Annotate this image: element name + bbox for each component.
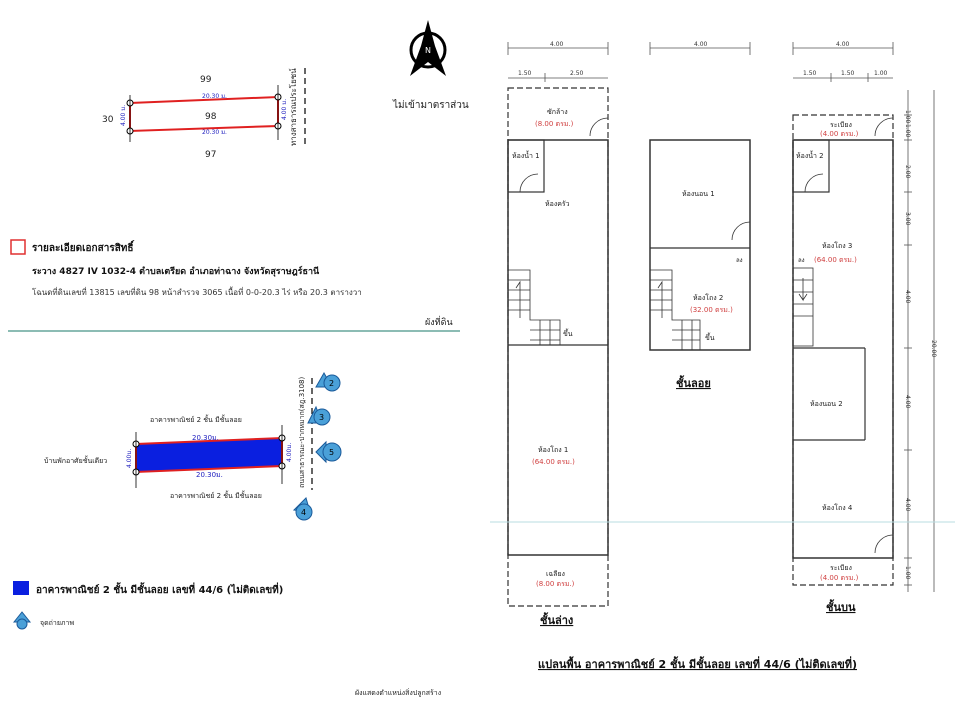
site-plan: [44, 373, 341, 520]
upper-top-dim: 4.00: [836, 41, 850, 48]
ground-sub-dim: 2.50: [570, 70, 584, 77]
upper-stair-icon: [793, 268, 813, 346]
public-road-label: ทางสาธารณประโยชน์: [289, 68, 298, 146]
upper-down-label: ลง: [798, 257, 805, 264]
mezz-down-label: ลง: [736, 257, 743, 264]
mezz-floor-title: ชั้นลอย: [676, 377, 711, 390]
upper-walls: [793, 140, 893, 558]
floor-plans-caption: แปลนพื้น อาคารพาณิชย์ 2 ชั้น มีชั้นลอย เลขที่ 44/6 (ไม่ติดเลขที่): [538, 658, 857, 671]
land-plan: [102, 68, 305, 160]
lot-left-dim: 4.00 ม.: [120, 104, 127, 126]
upper-side-dim: 4.00: [904, 395, 911, 409]
ground-stair-label: ขึ้น: [563, 330, 573, 338]
site-bottom-label: อาคารพาณิชย์ 2 ชั้น มีชั้นลอย: [170, 492, 262, 500]
building-legend: [13, 581, 441, 697]
no-scale-label: ไม่เข้ามาตราส่วน: [393, 100, 469, 111]
ground-stair-icon: [508, 270, 560, 345]
room-porch-area: (8.00 ตรม.): [536, 580, 575, 588]
room-balcony2-area: (4.00 ตรม.): [820, 574, 859, 582]
room-balcony1-name: ระเบียง: [830, 121, 852, 129]
upper-side-dim: 4.00: [904, 498, 911, 512]
site-top-dim: 20.30ม.: [192, 434, 219, 442]
building-legend-swatch: [13, 581, 29, 595]
site-bottom-dim: 20.30ม.: [196, 471, 223, 479]
room-bed2-name: ห้องนอน 2: [810, 400, 843, 408]
ground-sub-dim: 1.50: [518, 70, 532, 77]
section-land-title: ผังที่ดิน: [425, 318, 453, 328]
upper-side-dim: 1.00: [904, 110, 911, 124]
neighbor-south: 97: [205, 150, 217, 160]
upper-floor-title: ชั้นบน: [826, 601, 856, 614]
deed-line-1: ระวาง 4827 IV 1032-4 ตำบลเตรียด อำเภอท่าฉาง จังหวัดสุราษฎร์ธานี: [32, 267, 320, 277]
photo-point-4: [294, 498, 312, 520]
neighbor-west: 30: [102, 115, 114, 125]
room-bath2-name: ห้องน้ำ 2: [796, 152, 824, 160]
site-road-label: ถนนสาธารณะ-ปากหมาก(สฎ.3108): [298, 376, 306, 488]
deed-title: รายละเอียดเอกสารสิทธิ์: [32, 243, 134, 254]
room-hall2-name: ห้องโถง 2: [693, 294, 724, 302]
neighbor-north: 99: [200, 75, 212, 85]
upper-sub-dim: 1.50: [803, 70, 817, 77]
photo-point-3: [308, 407, 330, 425]
photo-point-2: [316, 373, 340, 391]
room-porch-name: เฉลียง: [546, 570, 565, 578]
upper-side-dim: 2.00: [904, 165, 911, 179]
lot-boundary: [130, 97, 278, 131]
upper-outline: [793, 115, 893, 585]
photo-point-number: 5: [329, 448, 335, 457]
upper-sub-dim: 1.00: [874, 70, 888, 77]
upper-side-dim: 3.00: [904, 212, 911, 226]
site-top-label: อาคารพาณิชย์ 2 ชั้น มีชั้นลอย: [150, 416, 242, 424]
ground-outline: [508, 88, 608, 606]
room-balcony2-name: ระเบียง: [830, 564, 852, 572]
mezz-stair-label: ขึ้น: [705, 334, 715, 342]
room-hall2-area: (32.00 ตรม.): [690, 306, 733, 314]
upper-side-dim: 4.00: [904, 290, 911, 304]
upper-side-dim: 1.00: [904, 124, 911, 138]
deed-line-2: โฉนดที่ดินเลขที่ 13815 เลขที่ดิน 98 หน้าสำรวจ 3065 เนื้อที่ 0-0-20.3 ไร่ หรือ 20.3 ตารางวา: [32, 288, 362, 297]
photo-point-number: 3: [319, 413, 325, 422]
mezz-walls: [650, 140, 750, 350]
room-hall3-name: ห้องโถง 3: [822, 242, 853, 250]
site-left-dim: 4.00ม.: [126, 448, 133, 468]
site-left-label: บ้านพักอาศัยชั้นเดียว: [44, 457, 108, 465]
upper-side-dim: 1.00: [904, 566, 911, 580]
photo-point-5: [316, 442, 341, 462]
lot-right-dim: 4.00 ม.: [281, 98, 288, 120]
north-arrow-icon: [410, 20, 446, 76]
ground-floor-title: ชั้นล่าง: [540, 614, 574, 627]
mezzanine-floor-plan: [650, 41, 750, 390]
building-legend-label: อาคารพาณิชย์ 2 ชั้น มีชั้นลอย เลขที่ 44/6 (ไม่ติดเลขที่): [36, 585, 284, 596]
photo-point-number: 4: [301, 508, 307, 517]
ground-top-dim: 4.00: [550, 41, 564, 48]
upper-floor-plan: [793, 41, 937, 614]
room-balcony1-area: (4.00 ตรม.): [820, 130, 859, 138]
ground-floor-plan: [508, 41, 608, 627]
photo-point-number: 2: [329, 379, 335, 388]
deed-legend-swatch: [11, 240, 25, 254]
room-laundry-name: ซักล้าง: [547, 108, 568, 116]
mezz-top-dim: 4.00: [694, 41, 708, 48]
deed-legend: [8, 240, 460, 331]
lot-number: 98: [205, 112, 217, 122]
room-kitchen-name: ห้องครัว: [545, 200, 570, 208]
photo-point-legend-icon: [14, 612, 30, 629]
room-laundry-area: (8.00 ตรม.): [535, 120, 574, 128]
room-hall4-name: ห้องโถง 4: [822, 504, 853, 512]
room-bath1-name: ห้องน้ำ 1: [512, 152, 540, 160]
lot-top-dim: 20.30 ม.: [202, 93, 227, 100]
room-hall1-name: ห้องโถง 1: [538, 446, 569, 454]
site-right-dim: 4.00ม.: [286, 442, 293, 462]
room-hall3-area: (64.00 ตรม.): [814, 256, 857, 264]
svg-text:N: N: [425, 46, 431, 55]
upper-sub-dim: 1.50: [841, 70, 855, 77]
photo-point-legend-label: จุดถ่ายภาพ: [40, 619, 75, 627]
upper-total-dim: 20.00: [930, 340, 937, 358]
footer-label: ผังแสดงตำแหน่งสิ่งปลูกสร้าง: [355, 689, 442, 697]
building-footprint: [136, 438, 282, 472]
room-hall1-area: (64.00 ตรม.): [532, 458, 575, 466]
lot-bottom-dim: 20.30 ม.: [202, 129, 227, 136]
room-bed1-name: ห้องนอน 1: [682, 190, 715, 198]
